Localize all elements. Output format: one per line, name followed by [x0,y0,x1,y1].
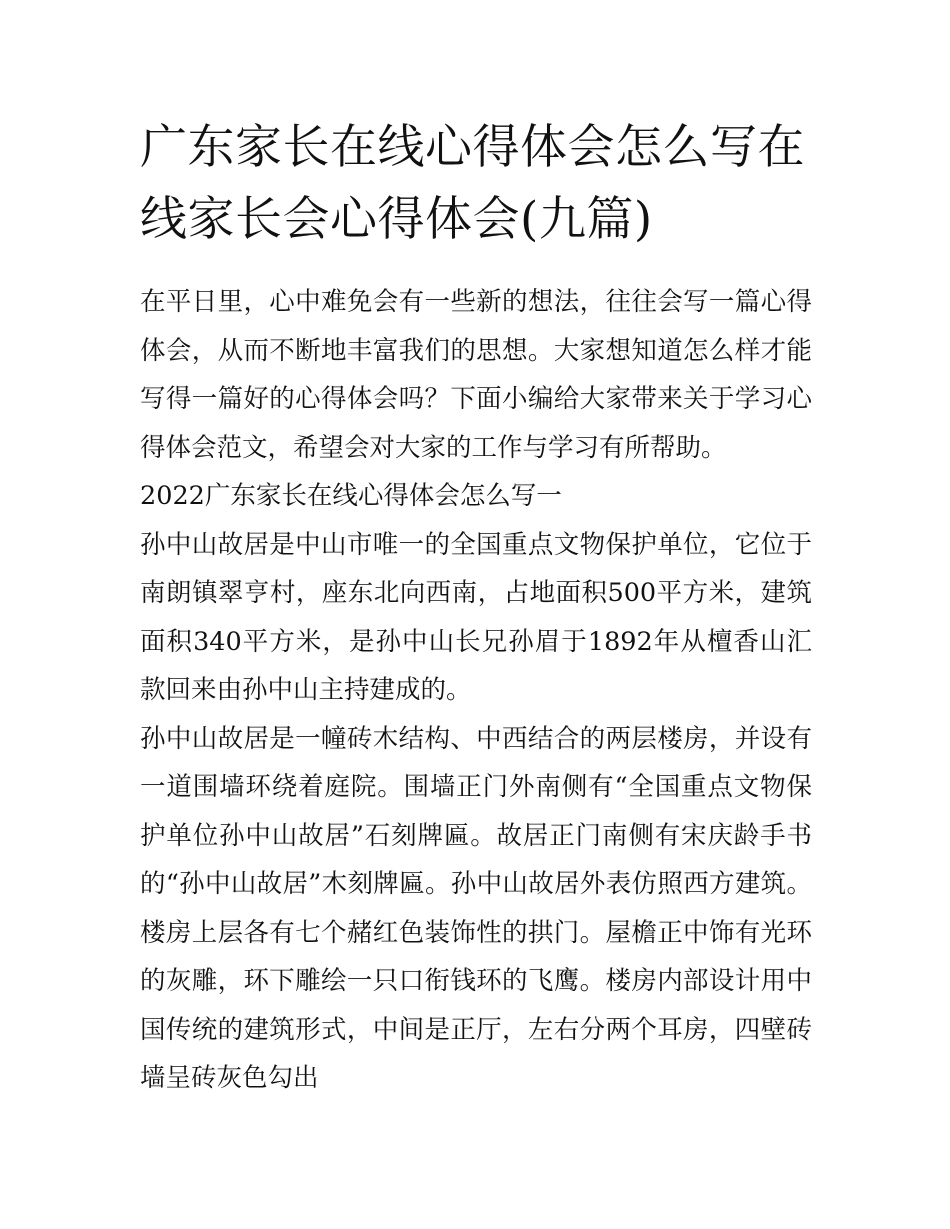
intro-paragraph: 在平日里，心中难免会有一些新的想法，往往会写一篇心得体会，从而不断地丰富我们的思想。大家想知道怎么样才能写得一篇好的心得体会吗？下面小编给大家带来关于学习心得体会范文，希望会对大家的工作与学习有所帮助。 [140,287,812,463]
document-title: 广东家长在线心得体会怎么写在线家长会心得体会(九篇) [140,120,805,247]
section-heading: 2022广东家长在线心得体会怎么写一 [140,481,562,511]
body-paragraph: 孙中山故居是一幢砖木结构、中西结合的两层楼房，并设有一道围墙环绕着庭院。围墙正门外南侧有“全国重点文物保护单位孙中山故居”石刻牌匾。故居正门南侧有宋庆龄手书的“孙中山故居”木刻牌匾。孙中山故居外表仿照西方建筑。楼房上层各有七个赭红色装饰性的拱门。屋檐正中饰有光环的灰雕，环下雕绘一只口衔钱环的飞鹰。楼房内部设计用中国传统的建筑形式，中间是正厅，左右分两个耳房，四壁砖墙呈砖灰色勾出 [140,723,812,1093]
document-body [140,278,812,1103]
body-paragraph: 孙中山故居是中山市唯一的全国重点文物保护单位，它位于南朗镇翠亨村，座东北向西南，占地面积500平方米，建筑面积340平方米，是孙中山长兄孙眉于1892年从檀香山汇款回来由孙中山主持建成的。 [140,529,812,705]
